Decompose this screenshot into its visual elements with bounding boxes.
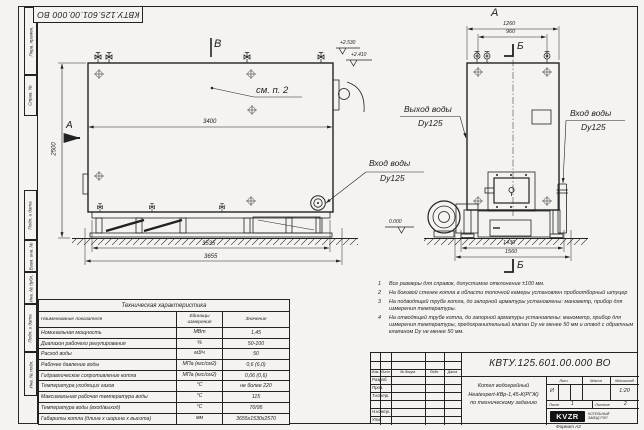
tb-sheet-label: Лист bbox=[549, 401, 560, 407]
tech-table-cell: МПа (кгс/см2) bbox=[177, 360, 223, 370]
tech-table-cell: Температура воды (вход/выход) bbox=[39, 403, 177, 413]
tb-scale-label: Масштаб bbox=[615, 377, 634, 383]
format-label: Формат А3 bbox=[556, 423, 581, 429]
tb-scale-value: 1:20 bbox=[619, 388, 630, 394]
note-number: 2 bbox=[378, 290, 381, 297]
frame-label-text: Инв. № дубл. bbox=[28, 274, 33, 302]
tech-table-cell: Максимальная рабочая температура воды bbox=[39, 392, 177, 402]
tech-table-cell: °С bbox=[177, 403, 223, 413]
kvzr-logo: KVZR bbox=[550, 411, 585, 422]
elevation-zero: 0.000 bbox=[389, 219, 402, 225]
tech-table-title: Техническая характеристика bbox=[39, 300, 289, 312]
dim-2500: 2500 bbox=[51, 142, 58, 156]
frame-label-text: Справ. № bbox=[28, 85, 33, 106]
tech-table-cell: Рабочее давление воды bbox=[39, 360, 177, 370]
dim-3535: 3535 bbox=[202, 240, 216, 247]
tech-table-cell: Расход воды bbox=[39, 349, 177, 359]
tech-table-row bbox=[39, 414, 289, 425]
tech-table-header bbox=[39, 312, 289, 328]
note-item bbox=[378, 299, 636, 313]
tech-table-cell: МПа (кгс/см2) bbox=[177, 371, 223, 381]
tech-table-cell: 1,45 bbox=[250, 329, 262, 336]
note-number: 1 bbox=[378, 281, 381, 287]
dim-1260: 1260 bbox=[503, 20, 516, 27]
tech-table-cell: 50 bbox=[253, 351, 259, 358]
tb-mass-label: Масса bbox=[590, 377, 602, 383]
tb-product-line1: Котел водогрейный bbox=[477, 383, 530, 389]
front-outlet-label: Выход воды bbox=[404, 104, 452, 114]
tb-col-data: Дата bbox=[447, 369, 458, 374]
notes-list bbox=[378, 281, 636, 338]
side-view-geometry bbox=[58, 38, 424, 265]
note-item bbox=[378, 281, 636, 288]
title-block bbox=[370, 352, 638, 424]
note-text: На отводящей трубе котла, до запорной арматуры установлены: манометр, прибор для измерения температуры, предохранительный клапан Dy не менее 50 мм и отвод с обратным клапаном Dy не менее 50 мм. bbox=[389, 315, 634, 336]
tb-role-prov: Пров. bbox=[372, 385, 384, 390]
front-section-marker-b-bottom: Б bbox=[517, 260, 524, 271]
tech-table-cell: 0,06 (0,6) bbox=[244, 372, 268, 379]
note-item bbox=[378, 290, 636, 297]
tech-table-row bbox=[39, 360, 289, 371]
tech-characteristics-table bbox=[38, 299, 290, 425]
front-inlet-label: Вход воды bbox=[570, 108, 612, 118]
tech-col-value: Значение bbox=[245, 317, 267, 322]
tech-table-cell: не более 220 bbox=[240, 383, 272, 390]
front-view-marker-a: А bbox=[491, 7, 499, 19]
tech-col-units: Единицы измерения bbox=[177, 312, 223, 327]
tb-sheets-value: 2 bbox=[624, 401, 627, 407]
tb-lit-value: И bbox=[550, 388, 554, 394]
tech-table-row bbox=[39, 349, 289, 360]
tb-role-nkontr: Н.контр. bbox=[372, 408, 391, 414]
front-section-marker-b-top: Б bbox=[517, 41, 524, 52]
frame-label-text: Перв. примен. bbox=[28, 26, 34, 56]
front-inlet-dn: Dy125 bbox=[581, 121, 606, 132]
elevation-2530: +2.530 bbox=[340, 39, 356, 46]
tech-table-cell: МВт bbox=[177, 328, 223, 338]
front-outlet-dn: Dy125 bbox=[418, 117, 443, 128]
side-view-see-note-label: см. п. 2 bbox=[256, 85, 289, 96]
kvzr-caption-line2: ЗАВОД РЭП bbox=[588, 416, 608, 421]
side-inlet-dn: Dy125 bbox=[380, 173, 405, 183]
tech-table-cell: Температура уходящих газов bbox=[39, 381, 177, 391]
tb-sheet-value: 1 bbox=[571, 401, 574, 407]
frame-label-text: Подп. и дата bbox=[28, 313, 34, 343]
tech-table-cell: °С bbox=[177, 392, 223, 402]
tb-doc-number: КВТУ.125.601.00.000 ВО bbox=[489, 358, 611, 369]
tech-table-cell: Гидравлическое сопротивление котла bbox=[39, 371, 177, 381]
tb-col-doc: № докум. bbox=[400, 369, 416, 374]
tech-table-row bbox=[39, 339, 289, 350]
note-number: 3 bbox=[378, 299, 381, 306]
tech-table-rows bbox=[39, 328, 289, 424]
note-number: 4 bbox=[378, 315, 381, 322]
side-inlet-label: Вход воды bbox=[369, 158, 411, 168]
tech-table-cell: Номинальная мощность bbox=[39, 328, 177, 338]
dim-3400: 3400 bbox=[203, 119, 217, 125]
tb-product-line3: по техническому заданию bbox=[470, 400, 537, 407]
tb-role-utv: Утв. bbox=[372, 416, 382, 422]
tech-table-row bbox=[39, 392, 289, 403]
frame-label-text: Инв. № подл. bbox=[28, 360, 33, 388]
tech-table-cell: мм bbox=[177, 414, 223, 425]
tb-role-razrab: Разраб. bbox=[372, 377, 388, 382]
tb-col-list: Лист bbox=[380, 369, 391, 374]
kvzr-caption-line1: КОТЕЛЬНЫЙ bbox=[588, 411, 610, 416]
tb-lit-label: Лит. bbox=[559, 377, 569, 383]
tb-product-name bbox=[463, 382, 544, 408]
frame-label-text: Подп. и дата bbox=[28, 200, 34, 230]
tech-table-row bbox=[39, 328, 289, 339]
tech-table-cell: 3655х1530х2570 bbox=[236, 415, 276, 422]
tech-table-cell: 50-100 bbox=[247, 340, 265, 347]
tb-sheets-label: Листов bbox=[595, 401, 610, 407]
tech-table-cell: 115 bbox=[251, 393, 261, 400]
top-doc-number-text: КВТУ.125.601.00.000 ВО bbox=[36, 9, 140, 20]
tech-table-cell: 70/95 bbox=[249, 404, 263, 411]
frame-label-text: Взам. инв. № bbox=[28, 242, 33, 270]
dim-1560: 1560 bbox=[505, 248, 518, 255]
kvzr-logo-caption bbox=[588, 412, 609, 421]
tech-table-row bbox=[39, 371, 289, 382]
note-text: Все размеры для справок, допустимое отклонение ±100 мм. bbox=[389, 281, 545, 287]
tech-table-cell: Габариты котла (длина х ширина х высота) bbox=[39, 414, 177, 425]
tech-table-cell: Диапазон рабочего регулирования bbox=[39, 339, 177, 349]
tech-table-cell: 0,6 (6,0) bbox=[246, 361, 266, 368]
dim-960: 960 bbox=[506, 29, 516, 35]
tech-table-row bbox=[39, 403, 289, 414]
tech-table-row bbox=[39, 381, 289, 392]
tb-role-tkontr: Т.контр. bbox=[372, 393, 390, 398]
side-view-section-marker-b: В bbox=[214, 38, 222, 50]
tech-table-cell: °С bbox=[177, 381, 223, 391]
front-view-geometry bbox=[385, 26, 625, 272]
note-item bbox=[378, 315, 636, 336]
tb-col-izm: Изм. bbox=[371, 369, 380, 374]
tb-col-podp: Подп. bbox=[429, 369, 440, 374]
side-view-view-marker-a: А bbox=[66, 120, 73, 131]
tb-product-line2: Heatexpert-КВр-1,45-К(РГЖ) bbox=[468, 391, 539, 398]
tech-col-name: Наименование показателя bbox=[39, 312, 177, 327]
tech-table-cell: % bbox=[177, 339, 223, 349]
note-text: На боковой стенке котла в области топочной камеры установлен пробоотборный штуцер bbox=[389, 290, 628, 297]
dim-3655: 3655 bbox=[204, 253, 218, 260]
note-text: На подводящей трубе котла, до запорной арматуры установлены: манометр, прибор для измерения температуры. bbox=[389, 299, 623, 313]
tech-table-cell: м3/ч bbox=[177, 349, 223, 359]
elevation-2410: +2.410 bbox=[351, 51, 367, 58]
dim-1430: 1430 bbox=[503, 240, 516, 246]
